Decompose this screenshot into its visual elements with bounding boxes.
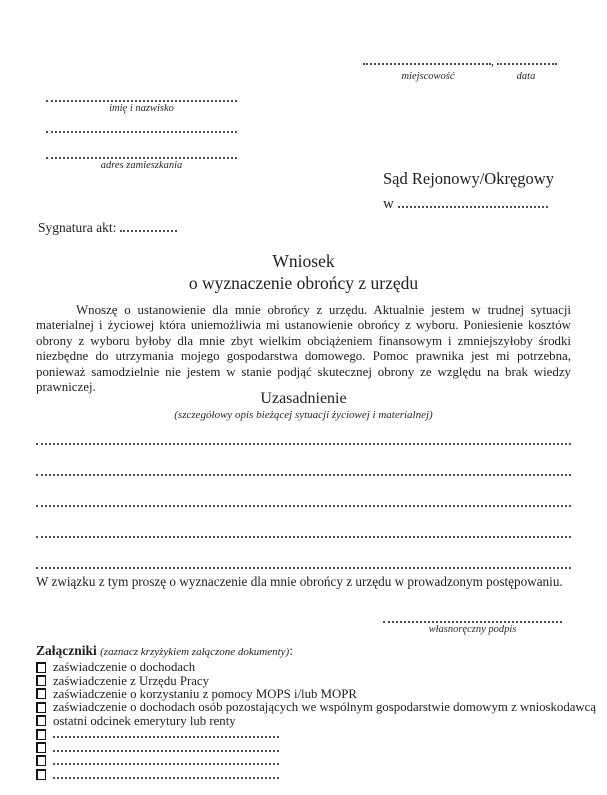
court-city-prefix: w (383, 196, 394, 212)
checkbox-icon[interactable] (36, 742, 46, 753)
checkbox-icon[interactable] (36, 715, 46, 726)
attachment-blank-field[interactable] (53, 733, 279, 738)
writing-line-4[interactable] (36, 507, 571, 538)
writing-line-1[interactable] (36, 414, 571, 445)
attachment-label: ostatni odcinek emerytury lub renty (53, 713, 236, 728)
checkbox-icon[interactable] (36, 675, 46, 686)
attachment-item (36, 700, 597, 715)
attachments-heading-note: (zaznacz krzyżykiem załączone dokumenty) (100, 646, 290, 658)
body-paragraph: Wnoszę o ustanowienie dla mnie obrońcy z urzędu. Aktualnie jestem w trudnej sytuacji materialnej i życiowej która uniemożliwia mi ustanowienie obrońcy z wyboru. Poniesienie kosztów obrony z wyboru byłoby dla mnie zbyt wielkim obciążeniem finansowym i zmniejszyłoby środki niezbędne do utrzymania mojego gospodarstwa domowego. Pomoc prawnika jest mi potrzebna, ponieważ samodzielnie nie jestem w stanie podjąć skutecznej obrony ze względu na brak wiedzy prawniczej. (36, 303, 571, 395)
court-block (383, 169, 563, 213)
name-blank-field[interactable] (46, 93, 237, 102)
attachment-blank-field[interactable] (53, 760, 279, 765)
date-label: data (516, 71, 536, 82)
attachment-item-empty (36, 741, 581, 754)
court-city-line (383, 196, 563, 213)
attachments-heading: Załączniki (36, 643, 97, 658)
title-line-2: o wyznaczenie obrońcy z urzędu (188, 273, 419, 293)
name-label: imię i nazwisko (109, 103, 174, 114)
checkbox-icon[interactable] (36, 729, 46, 740)
justification-writing-area (36, 414, 571, 569)
checkbox-icon[interactable] (36, 688, 46, 699)
court-name: Sąd Rejonowy/Okręgowy (383, 169, 554, 188)
address-blank-field-1[interactable] (46, 114, 237, 133)
checkbox-icon[interactable] (36, 755, 46, 766)
place-date-block (363, 54, 568, 82)
attachment-label: zaświadczenie o korzystaniu z pomocy MOPS i/lub MOPR (53, 686, 357, 701)
attachments-list (36, 660, 597, 782)
case-number-line (38, 220, 177, 236)
place-date-labels (363, 71, 568, 82)
signature-label: własnoręczny podpis (428, 624, 517, 635)
place-label: miejscowość (401, 71, 455, 82)
applicant-block (46, 93, 237, 171)
writing-line-2[interactable] (36, 445, 571, 476)
checkbox-icon[interactable] (36, 769, 46, 780)
attachment-item (36, 715, 581, 728)
attachment-label: zaświadczenie o dochodach (53, 660, 196, 675)
title-line-1: Wniosek (272, 251, 335, 271)
attachment-item-empty (36, 755, 581, 768)
document-title (0, 250, 607, 294)
attachment-blank-field[interactable] (53, 774, 279, 779)
justification-heading: Uzasadnienie (260, 390, 347, 407)
attachment-blank-field[interactable] (53, 747, 279, 752)
place-date-blanks (363, 54, 568, 69)
justification-note: (szczegółowy opis bieżącej sytuacji życiowej i materialnej) (174, 409, 433, 421)
checkbox-icon[interactable] (36, 702, 46, 713)
attachment-label: zaświadczenie o dochodach osób pozostających we wspólnym gospodarstwie domowym z wnioskodawcą (53, 700, 597, 715)
signature-block (383, 614, 562, 635)
checkbox-icon[interactable] (36, 662, 46, 673)
address-blank-field-2[interactable] (46, 133, 237, 159)
place-date-separator: , (491, 54, 494, 68)
place-blank-field[interactable] (363, 60, 491, 65)
court-city-blank-field[interactable] (398, 203, 548, 208)
attachment-item (36, 688, 581, 701)
signature-blank-field[interactable] (383, 614, 562, 623)
attachments-heading-colon: : (289, 643, 293, 658)
attachment-item (36, 661, 581, 674)
attachment-item-empty (36, 728, 581, 741)
attachments-heading-line (36, 643, 581, 659)
attachment-label: zaświadczenie z Urzędu Pracy (53, 673, 209, 688)
case-number-label: Sygnatura akt: (38, 220, 117, 235)
address-label: adres zamieszkania (100, 160, 183, 171)
writing-line-5[interactable] (36, 538, 571, 569)
date-blank-field[interactable] (497, 60, 557, 65)
attachments-section (36, 643, 597, 782)
closing-sentence: W związku z tym proszę o wyznaczenie dla mnie obrońcy z urzędu w prowadzonym postępowaniu. (36, 574, 563, 589)
attachment-item-empty (36, 768, 581, 781)
writing-line-3[interactable] (36, 476, 571, 507)
attachment-item (36, 674, 581, 687)
case-number-blank-field[interactable] (120, 227, 177, 232)
